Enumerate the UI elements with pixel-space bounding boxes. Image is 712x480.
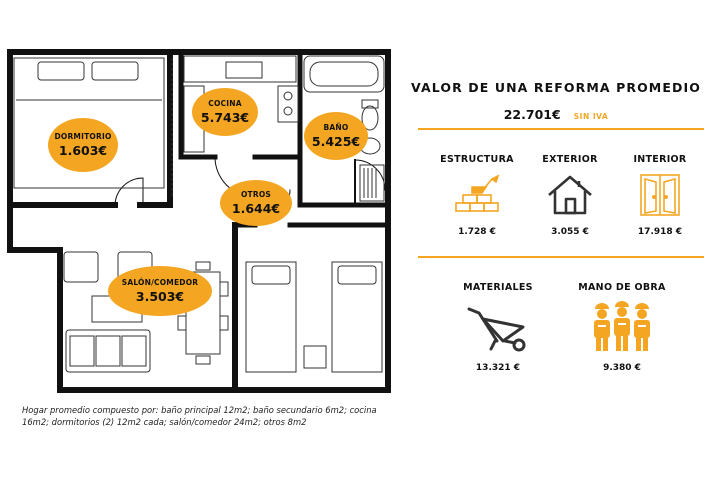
room-bubble-dormitorio — [48, 118, 118, 172]
room-bubble-salon — [108, 266, 212, 316]
room-label: SALÓN/COMEDOR — [121, 278, 199, 287]
room-value: 1.603€ — [58, 143, 108, 158]
room-bubble-cocina — [192, 88, 258, 136]
category-mano-de-obra — [560, 282, 684, 373]
summary-title: VALOR DE UNA REFORMA PROMEDIO — [411, 80, 701, 95]
category-label: ESTRUCTURA — [440, 154, 514, 165]
room-label: OTROS — [240, 190, 272, 199]
floor-plan — [0, 0, 400, 400]
room-bubble-bano — [304, 112, 368, 160]
category-value: 1.728 € — [458, 227, 496, 237]
workers-icon — [589, 301, 655, 353]
total-value: 22.701€ — [503, 107, 561, 122]
room-value: 5.425€ — [311, 134, 361, 149]
divider-top — [418, 128, 704, 130]
wheelbarrow-icon — [465, 301, 531, 353]
category-interior — [616, 154, 704, 237]
total-note: SIN IVA — [573, 112, 609, 121]
category-value: 17.918 € — [637, 227, 683, 237]
bricks-trowel-icon — [452, 173, 502, 217]
room-value: 5.743€ — [200, 110, 250, 125]
room-value: 3.503€ — [135, 289, 185, 304]
room-bubble-otros — [220, 180, 292, 226]
room-label: BAÑO — [323, 123, 349, 132]
category-label: INTERIOR — [633, 154, 687, 165]
category-value: 13.321 € — [475, 363, 521, 373]
house-icon — [545, 173, 595, 217]
category-label: EXTERIOR — [542, 154, 598, 165]
category-label: MANO DE OBRA — [578, 282, 666, 293]
room-label: COCINA — [208, 99, 242, 108]
category-value: 3.055 € — [551, 227, 589, 237]
category-exterior — [526, 154, 614, 237]
category-label: MATERIALES — [463, 282, 533, 293]
footnote: Hogar promedio compuesto por: baño principal 12m2; baño secundario 6m2; cocina 16m2; dormitorios (2) 12m2 cada; salón/comedor 24m2; otros 8m2 — [22, 405, 377, 427]
door-icon — [635, 173, 685, 217]
room-label: DORMITORIO — [54, 132, 112, 141]
room-value: 1.644€ — [231, 201, 281, 216]
divider-bottom — [418, 256, 704, 258]
summary-total — [410, 104, 702, 123]
category-value: 9.380 € — [603, 363, 641, 373]
category-estructura — [432, 154, 522, 237]
category-materiales — [450, 282, 546, 373]
summary-panel — [410, 0, 712, 480]
